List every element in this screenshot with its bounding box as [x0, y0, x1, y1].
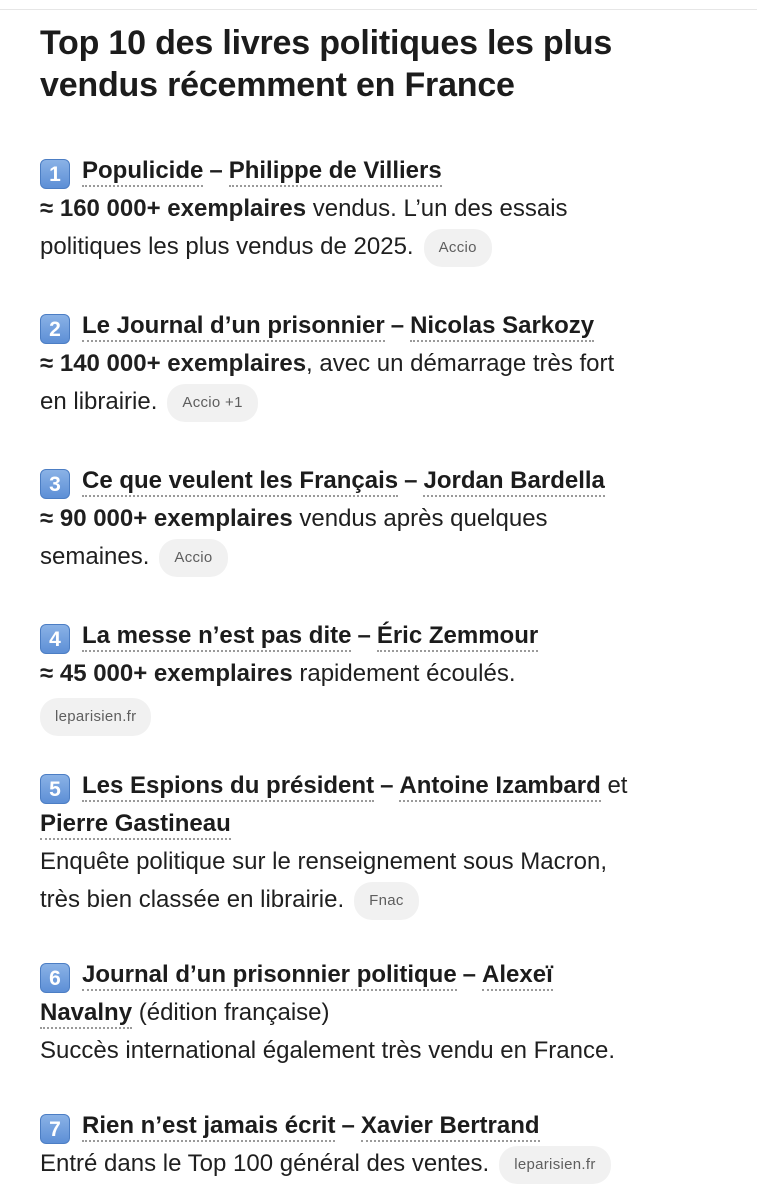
author-link[interactable]: Jordan Bardella	[423, 467, 604, 497]
author-link[interactable]: Xavier Bertrand	[361, 1112, 540, 1142]
item-source-row	[40, 697, 730, 736]
item-description-cont: semaines. Accio	[40, 538, 730, 577]
book-link[interactable]: Rien n’est jamais écrit	[82, 1112, 335, 1142]
keycap-number-icon: 3	[40, 469, 70, 499]
item-description: ≈ 140 000+ exemplaires, avec un démarrage très fort	[40, 350, 615, 377]
item-description: ≈ 90 000+ exemplaires vendus après quelques	[40, 505, 548, 532]
list-item	[40, 956, 730, 1070]
author-link[interactable]: Éric Zemmour	[377, 622, 538, 652]
item-description: ≈ 160 000+ exemplaires vendus. L’un des essais	[40, 195, 568, 222]
item-heading: 5 Les Espions du président – Antoine Izambard et	[40, 767, 730, 805]
copies-count: ≈ 140 000+ exemplaires	[40, 350, 307, 377]
keycap-number-icon: 2	[40, 314, 70, 344]
item-heading: 3 Ce que veulent les Français – Jordan Bardella	[40, 462, 730, 500]
source-chip[interactable]: Accio	[159, 539, 227, 577]
answer-header	[40, 22, 740, 106]
list-item	[40, 152, 730, 267]
book-link[interactable]: Populicide	[82, 157, 203, 187]
item-heading: 7 Rien n’est jamais écrit – Xavier Bertrand	[40, 1107, 730, 1145]
item-heading-cont: Navalny (édition française)	[40, 994, 730, 1032]
list-item	[40, 767, 730, 920]
list-item	[40, 1107, 730, 1184]
author-link[interactable]: Pierre Gastineau	[40, 810, 231, 840]
source-chip[interactable]: leparisien.fr	[40, 698, 151, 736]
source-chip[interactable]: Accio	[424, 229, 492, 267]
book-link[interactable]: Ce que veulent les Français	[82, 467, 398, 497]
source-chip[interactable]: leparisien.fr	[499, 1146, 610, 1184]
author-link[interactable]: Navalny	[40, 999, 132, 1029]
source-chip[interactable]: Accio +1	[167, 384, 257, 422]
book-link[interactable]: La messe n’est pas dite	[82, 622, 351, 652]
keycap-number-icon: 5	[40, 774, 70, 804]
item-heading: 1 Populicide – Philippe de Villiers	[40, 152, 730, 190]
keycap-number-icon: 4	[40, 624, 70, 654]
copies-count: ≈ 160 000+ exemplaires	[40, 195, 307, 222]
list-item	[40, 307, 730, 422]
book-link[interactable]: Les Espions du président	[82, 772, 374, 802]
item-heading: 2 Le Journal d’un prisonnier – Nicolas Sarkozy	[40, 307, 730, 345]
top-divider	[0, 9, 757, 10]
keycap-number-icon: 6	[40, 963, 70, 993]
author-link[interactable]: Nicolas Sarkozy	[410, 312, 594, 342]
copies-count: ≈ 45 000+ exemplaires	[40, 660, 293, 687]
list-item	[40, 462, 730, 577]
list-item	[40, 617, 730, 736]
item-description: Succès international également très vendu en France.	[40, 1037, 616, 1064]
book-link[interactable]: Le Journal d’un prisonnier	[82, 312, 385, 342]
item-heading-cont	[40, 805, 730, 843]
item-heading: 6 Journal d’un prisonnier politique – Alexeï	[40, 956, 730, 994]
source-chip[interactable]: Fnac	[354, 882, 419, 920]
item-description: Entré dans le Top 100 général des ventes. leparisien.fr	[40, 1145, 730, 1184]
item-description-cont: en librairie. Accio +1	[40, 383, 730, 422]
keycap-number-icon: 7	[40, 1114, 70, 1144]
book-link[interactable]: Journal d’un prisonnier politique	[82, 961, 457, 991]
page-title: Top 10 des livres politiques les plus vendus récemment en France	[40, 24, 613, 104]
author-link[interactable]: Philippe de Villiers	[229, 157, 442, 187]
author-link[interactable]: Antoine Izambard	[399, 772, 600, 802]
copies-count: ≈ 90 000+ exemplaires	[40, 505, 293, 532]
item-heading: 4 La messe n’est pas dite – Éric Zemmour	[40, 617, 730, 655]
item-description: ≈ 45 000+ exemplaires rapidement écoulés.	[40, 660, 516, 687]
keycap-number-icon: 1	[40, 159, 70, 189]
author-link[interactable]: Alexeï	[482, 961, 553, 991]
item-description: Enquête politique sur le renseignement sous Macron,	[40, 848, 607, 875]
item-description-cont: très bien classée en librairie. Fnac	[40, 881, 730, 920]
item-description-cont: politiques les plus vendus de 2025. Accio	[40, 228, 730, 267]
